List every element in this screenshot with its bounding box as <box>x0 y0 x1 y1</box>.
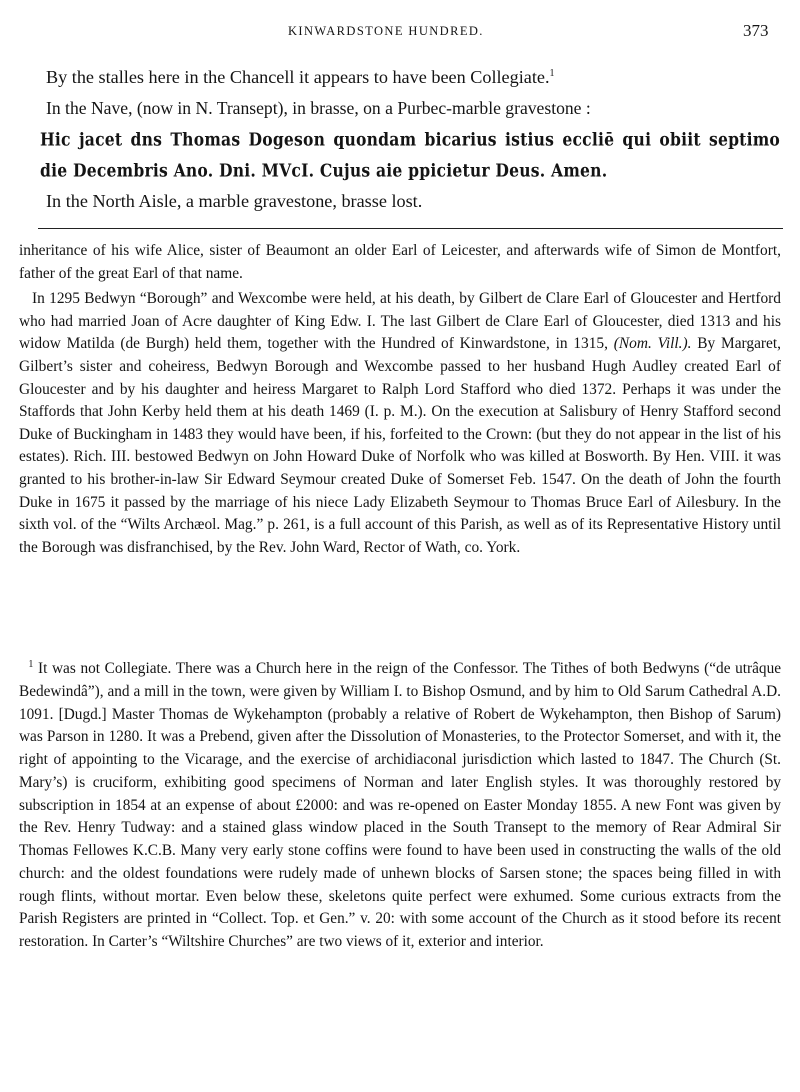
chancel-notes <box>40 62 780 217</box>
inscription-line-1: Hic jacet dns Thomas Dogeson quondam bicarius istius eccliē qui obiit septimo <box>40 128 780 151</box>
running-head: KINWARDSTONE HUNDRED. <box>288 24 484 38</box>
footnote-text: It was not Collegiate. There was a Church here in the reign of the Confessor. The Tithes of both Bedwyns (“de utrâque Bedewindâ”), and a mill in the town, were given by William I. to Bishop Osmund, and by him to Old Sarum Cathedral A.D. 1091. [Dugd.] Master Thomas de Wykehampton (probably a relative of Robert de Wykehampton, then Bishop of Sarum) was Parson in 1280. It was a Prebend, given after the Dissolution of Monasteries, to the Protector Somerset, and with it, the right of appointing to the Vicarage, and the exercise of archidiaconal jurisdiction which lasted to 1847. The Church (St. Mary’s) is cruciform, exhibiting good specimens of Norman and later English styles. It was thoroughly restored by subscription in 1854 at an expense of about £2000: and was re-opened on Easter Monday 1855. A new Font was given by the Rev. Henry Tudway: and a stained glass window placed in the South Transept to the memory of Rear Admiral Sir Thomas Fellowes K.C.B. Many very early stone coffins were found to have been used in constructing the walls of the old church: and the oldest foundations were rudely made of unhewn blocks of Sarsen stone; the spaces being filled in with rough flints, without mortar. Even below these, skeletons quite perfect were exhumed. Some curious extracts from the Parish Registers are printed in “Collect. Top. et Gen.” v. 20: with some account of the Church as it stood before its recent restoration. In Carter’s “Wiltshire Churches” are two views of it, exterior and interior. <box>19 660 782 950</box>
footnote-paragraph <box>19 658 781 954</box>
page-header <box>0 21 800 48</box>
north-aisle-line: In the North Aisle, a marble gravestone, brasse lost. <box>46 191 423 211</box>
section-divider <box>38 228 783 229</box>
footnote-mark: 1 <box>28 658 34 670</box>
paragraph-text-part-1: In 1295 Bedwyn “Borough” and Wexcombe were held, at his death, by Gilbert de Clare Earl of Gloucester and Hertford who had married Joan of Acre daughter of King Edw. I. The last Gilbert de Clare Earl of Gloucester, died 1313 and his widow Matilda (de Burgh) held them, together with the Hundred of Kinwardstone, in 1315, <box>19 290 782 353</box>
collegiate-text: By the stalles here in the Chancell it appears to have been Collegiate. <box>46 67 550 87</box>
paragraph-text-part-2: By Margaret, Gilbert’s sister and coheiress, Bedwyn Borough and Wexcombe passed to her husband Hugh Audley created Earl of Gloucester and by his daughter and heiress Margaret to Ralph Lord Stafford who died 1372. Perhaps it was under the Staffords that John Kerby held them at his death 1469 (I. p. M.). On the execution at Salisbury of Henry Stafford second Duke of Buckingham in 1483 they would have been, if his, forfeited to the Crown: (but they do not appear in the list of his estates). Rich. III. bestowed Bedwyn on John Howard Duke of Norfolk who was killed at Bosworth. By Hen. VIII. it was granted to his brother-in-law Sir Edward Seymour created Duke of Somerset Feb. 1547. On the death of John the fourth Duke in 1675 it passed by the marriage of his niece Lady Elizabeth Seymour to Thomas Bruce Earl of Ailesbury. In the sixth vol. of the “Wilts Archæol. Mag.” p. 261, is a full account of this Parish, as well as of its Representative History until the Borough was disfranchised, by the Rev. John Ward, Rector of Wath, co. York. <box>19 335 781 556</box>
collegiate-line <box>40 62 780 93</box>
inscription-line-2: die Decembris Ano. Dni. MVcI. Cujus aie ppicietur Deus. Amen. <box>40 159 608 182</box>
paragraph-bedwyn-history <box>19 288 781 559</box>
page-number: 373 <box>743 21 769 40</box>
nave-line: In the Nave, (now in N. Transept), in brasse, on a Purbec-marble gravestone : <box>46 98 591 118</box>
footnote-reference: 1 <box>549 67 555 79</box>
paragraph-inheritance: inheritance of his wife Alice, sister of Beaumont an older Earl of Leicester, and afterwards wife of Simon de Montfort, father of the great Earl of that name. <box>19 242 781 282</box>
nom-vill-citation: (Nom. Vill.). <box>613 335 692 353</box>
footnote <box>19 658 781 954</box>
history-text <box>19 240 781 559</box>
